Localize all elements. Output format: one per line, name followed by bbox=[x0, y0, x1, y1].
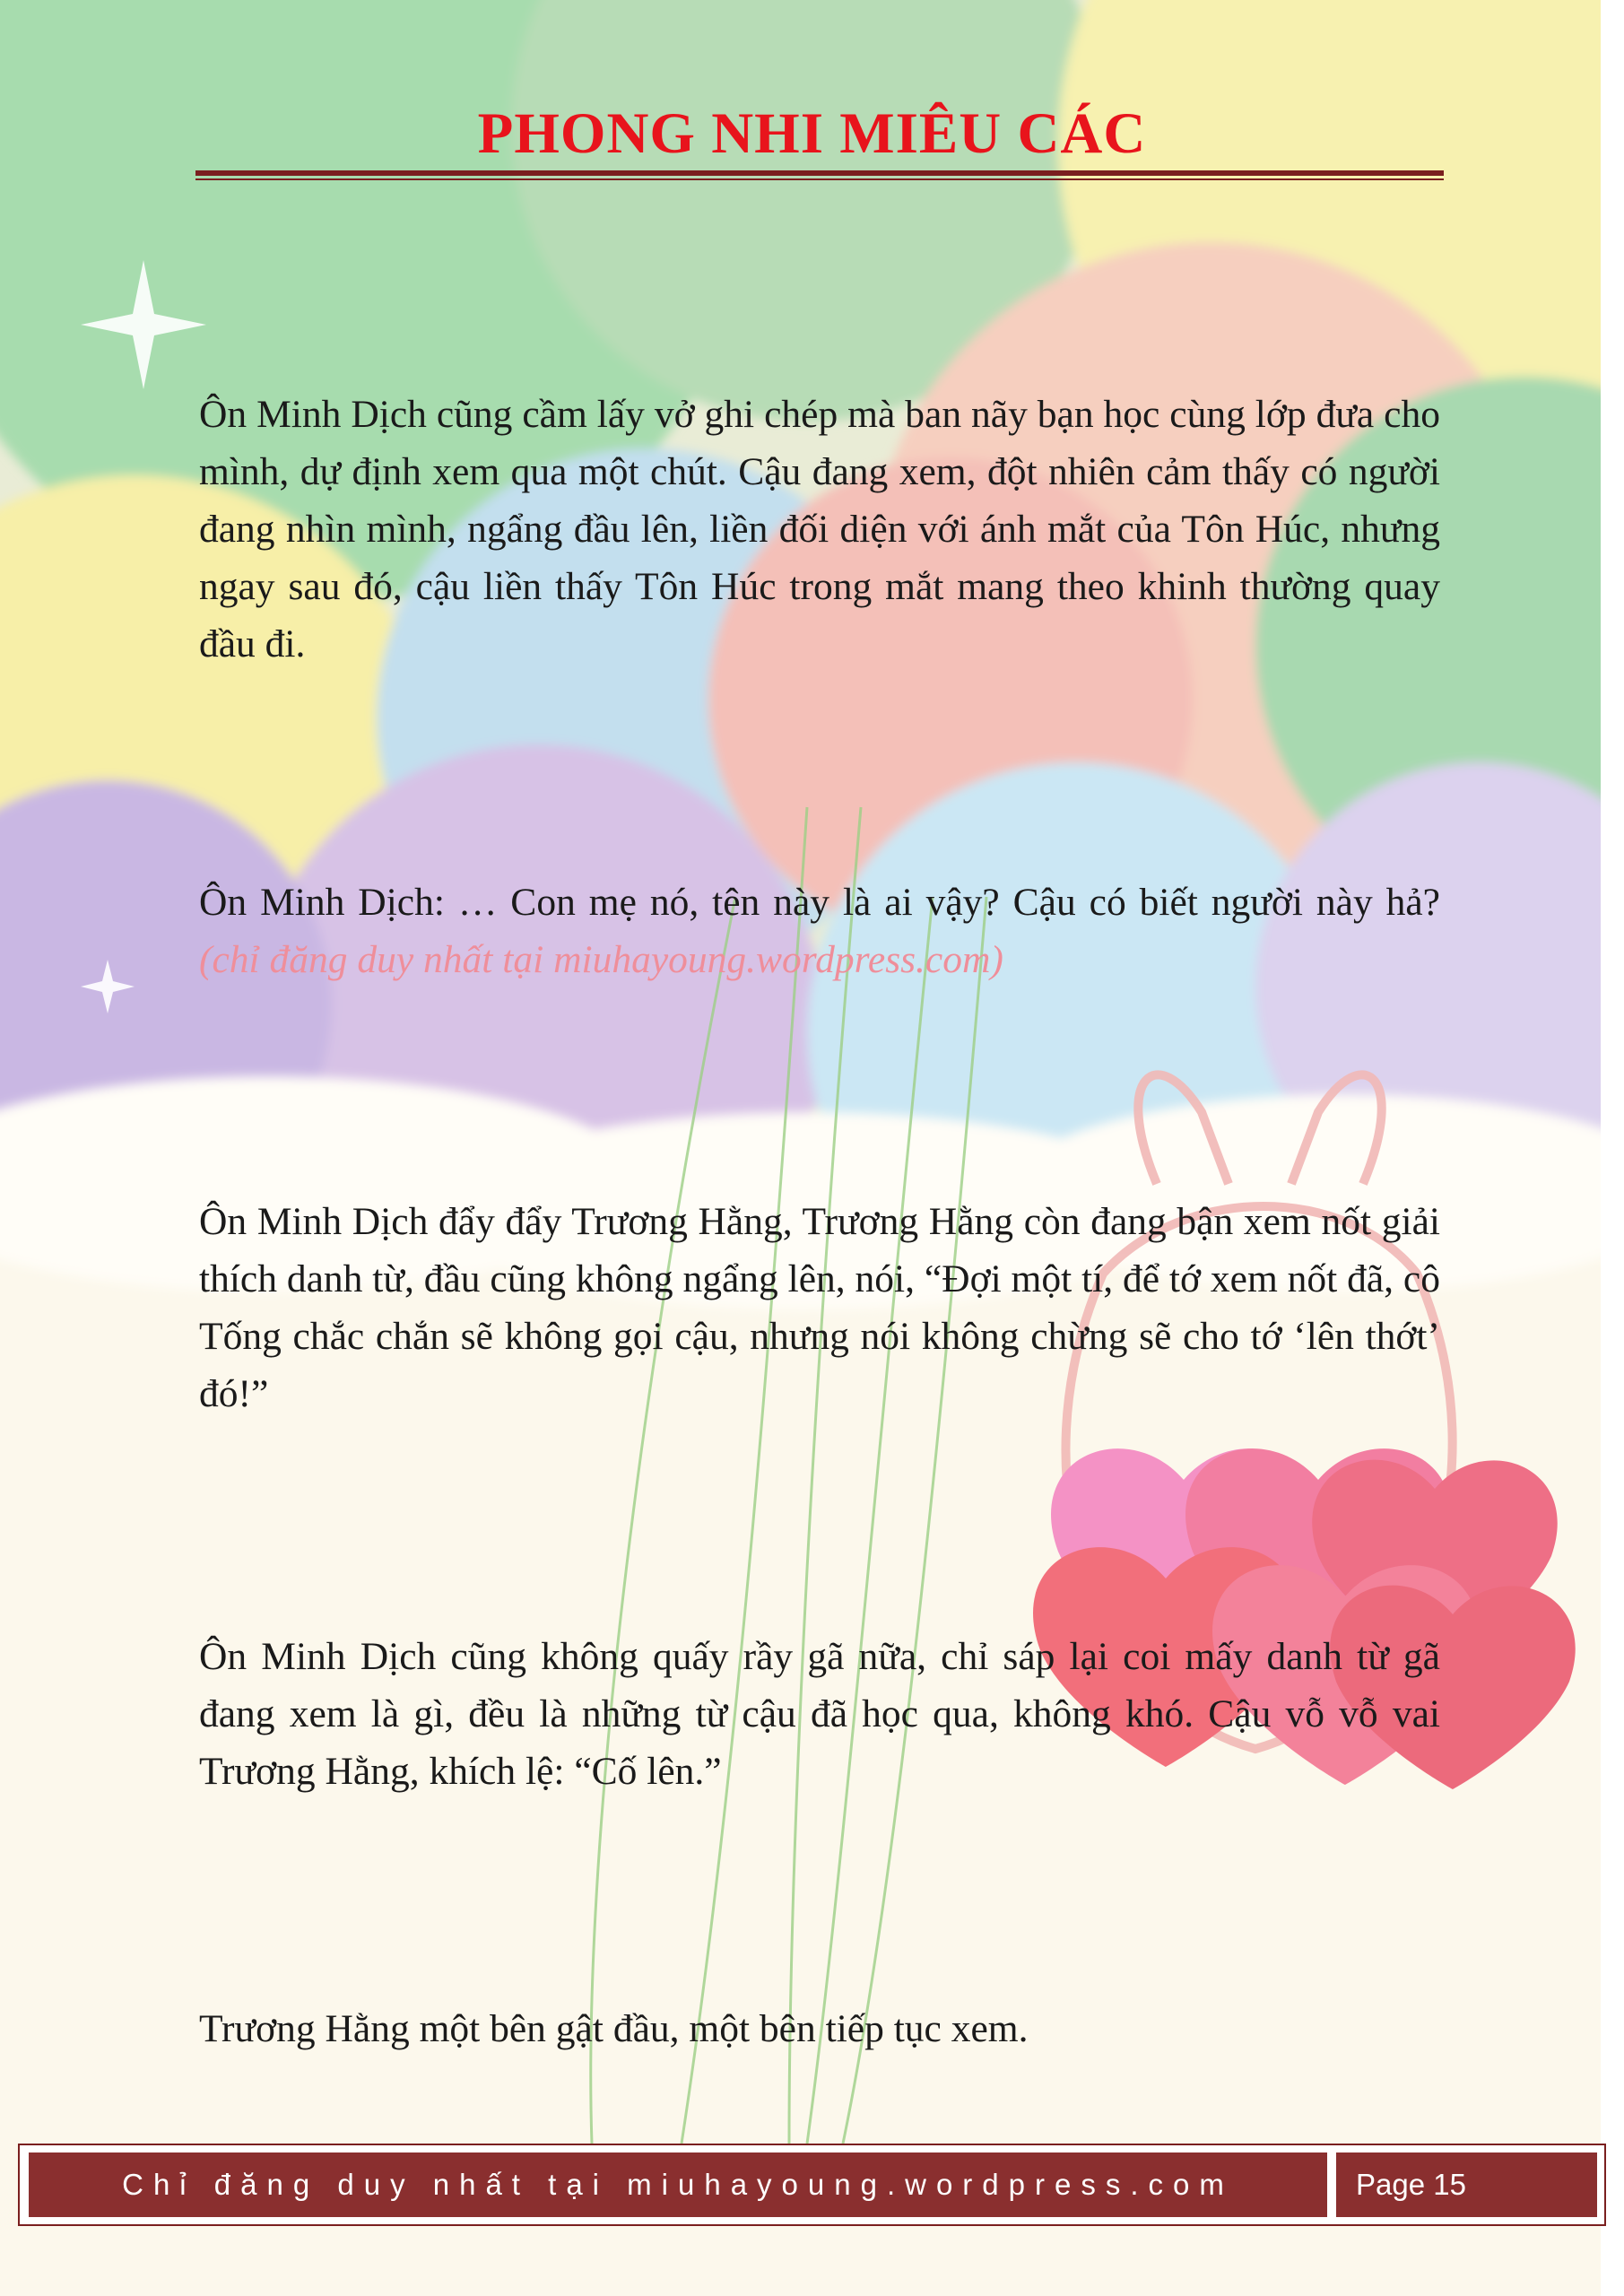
paragraph-5 bbox=[199, 2000, 1440, 2057]
paragraph-3-text: Ôn Minh Dịch đẩy đẩy Trương Hằng, Trương Hằng còn đang bận xem nốt giải thích danh từ, đầu cũng không ngẩng lên, nói, “Đợi một tí, để tớ xem nốt đã, cô Tống chắc chắn sẽ không gọi cậu, nhưng nói không chừng sẽ cho tớ ‘lên thớt’ đó!” bbox=[199, 1200, 1440, 1415]
page-footer bbox=[18, 2144, 1606, 2226]
header-divider-thick bbox=[195, 170, 1444, 176]
footer-source-text: Chỉ đăng duy nhất tại miuhayoung.wordpress.com bbox=[29, 2152, 1327, 2217]
paragraph-4 bbox=[199, 1628, 1440, 1800]
paragraph-5-text: Trương Hằng một bên gật đầu, một bên tiếp tục xem. bbox=[199, 2007, 1029, 2050]
paragraph-1-text: Ôn Minh Dịch cũng cầm lấy vở ghi chép mà ban nãy bạn học cùng lớp đưa cho mình, dự định xem qua một chút. Cậu đang xem, đột nhiên cảm thấy có người đang nhìn mình, ngẩng đầu lên, liền đối diện với ánh mắt của Tôn Húc, nhưng ngay sau đó, cậu liền thấy Tôn Húc trong mắt mang theo khinh thường quay đầu đi. bbox=[199, 393, 1440, 665]
paragraph-2 bbox=[199, 874, 1440, 988]
page-header-title: PHONG NHI MIÊU CÁC bbox=[477, 101, 1147, 166]
header-divider-thin bbox=[195, 178, 1444, 180]
paragraph-2-text: Ôn Minh Dịch: … Con mẹ nó, tên này là ai vậy? Cậu có biết người này hả? bbox=[199, 881, 1440, 924]
watermark-note: (chỉ đăng duy nhất tại miuhayoung.wordpress.com) bbox=[199, 938, 1003, 981]
paragraph-4-text: Ôn Minh Dịch cũng không quấy rầy gã nữa, chỉ sáp lại coi mấy danh từ gã đang xem là gì, đều là những từ cậu đã học qua, không khó. Cậu vỗ vỗ vai Trương Hằng, khích lệ: “Cố lên.” bbox=[199, 1635, 1440, 1793]
footer-page-number: Page 15 bbox=[1336, 2152, 1597, 2217]
paragraph-1 bbox=[199, 386, 1440, 673]
header-divider bbox=[195, 170, 1444, 180]
paragraph-3 bbox=[199, 1193, 1440, 1422]
